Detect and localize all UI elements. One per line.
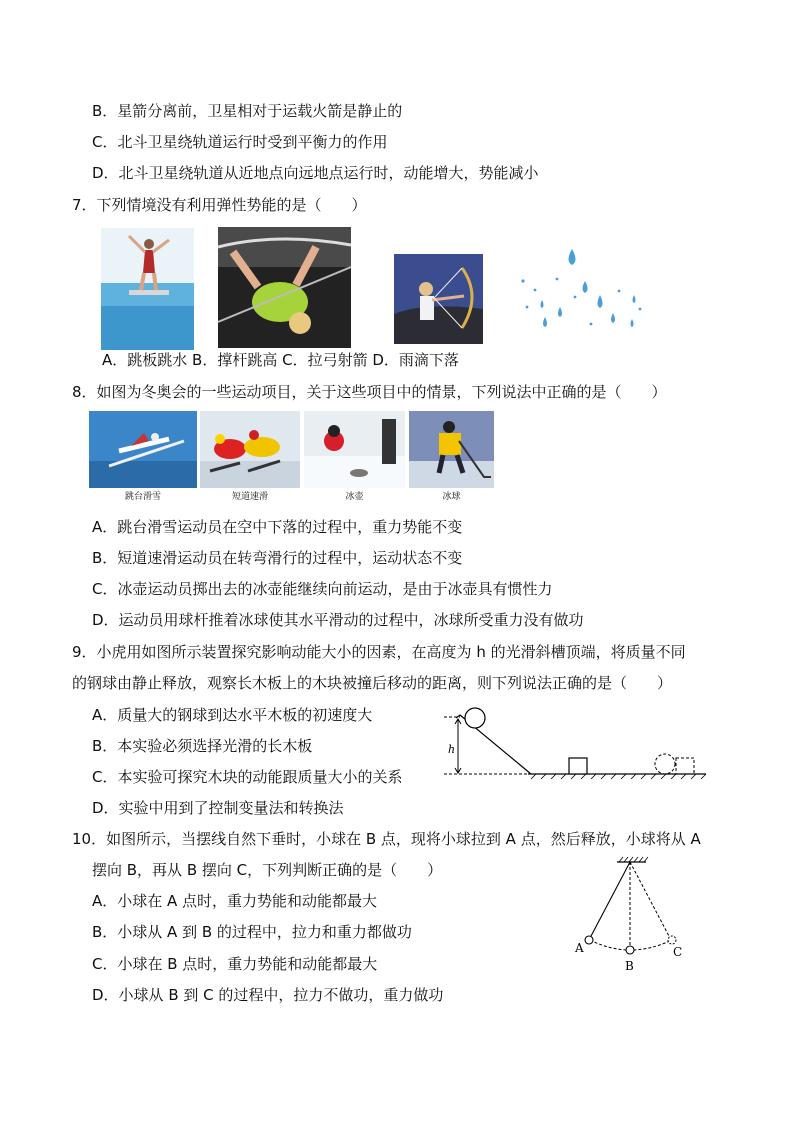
q10-stem-line1: 10．如图所示，当摆线自然下垂时，小球在 B 点，现将小球拉到 A 点，然后释放，小球将从 A (72, 830, 701, 848)
q9-option-a: A．质量大的钢球到达水平木板的初速度大 (92, 706, 373, 724)
q10-option-c: C．小球在 B 点时，重力势能和动能都最大 (92, 955, 378, 973)
q9-option-d: D．实验中用到了控制变量法和转换法 (92, 799, 344, 817)
q9-stem-line2: 的钢球由静止释放，观察长木板上的木块被撞后移动的距离，则下列说法正确的是（ ） (72, 674, 673, 692)
pole-vault-photo (218, 227, 351, 348)
q9-option-c: C．本实验可探究木块的动能跟质量大小的关系 (92, 768, 403, 786)
q9-stem-line1: 9．小虎用如图所示装置探究影响动能大小的因素，在高度为 h 的光滑斜槽顶端，将质量不同 (72, 643, 686, 661)
point-label-b: B (625, 959, 634, 973)
q8-option-a: A．跳台滑雪运动员在空中下落的过程中，重力势能不变 (92, 518, 463, 536)
ice-hockey-photo (409, 411, 494, 488)
q10-option-d: D．小球从 B 到 C 的过程中，拉力不做功，重力做功 (92, 986, 444, 1004)
ski-jump-photo (89, 411, 197, 488)
caption-curling: 冰壶 (345, 492, 364, 502)
diving-board-photo (101, 228, 194, 350)
q10-option-b: B．小球从 A 到 B 的过程中，拉力和重力都做功 (92, 923, 412, 941)
q6-option-d: D．北斗卫星绕轨道从近地点向远地点运行时，动能增大，势能减小 (92, 164, 539, 182)
q10-stem-line2: 摆向 B，再从 B 摆向 C，下列判断正确的是（ ） (92, 861, 443, 879)
archery-photo (394, 254, 483, 344)
q6-option-c: C．北斗卫星绕轨道运行时受到平衡力的作用 (92, 133, 388, 151)
incline-experiment-diagram (436, 700, 716, 790)
raindrops-picture (515, 245, 645, 348)
curling-photo (304, 411, 405, 488)
caption-ski-jump: 跳台滑雪 (124, 492, 161, 502)
q10-option-a: A．小球在 A 点时，重力势能和动能都最大 (92, 892, 378, 910)
q8-option-c: C．冰壶运动员掷出去的冰壶能继续向前运动，是由于冰壶具有惯性力 (92, 580, 553, 598)
q8-option-d: D．运动员用球杆推着冰球使其水平滑动的过程中，冰球所受重力没有做功 (92, 611, 584, 629)
speed-skating-photo (200, 411, 300, 488)
point-label-a: A (575, 941, 584, 955)
q6-option-b: B．星箭分离前，卫星相对于运载火箭是静止的 (92, 102, 403, 120)
q7-options: A．跳板跳水 B．撑杆跳高 C．拉弓射箭 D．雨滴下落 (102, 351, 459, 369)
q7-stem: 7．下列情境没有利用弹性势能的是（ ） (72, 196, 367, 214)
q8-stem: 8．如图为冬奥会的一些运动项目，关于这些项目中的情景，下列说法中正确的是（ ） (72, 383, 667, 401)
height-label-h: h (448, 743, 456, 756)
pendulum-diagram (566, 852, 696, 982)
caption-speed-skating: 短道速滑 (231, 492, 268, 502)
point-label-c: C (673, 945, 683, 959)
q9-option-b: B．本实验必须选择光滑的长木板 (92, 737, 313, 755)
q8-option-b: B．短道速滑运动员在转弯滑行的过程中，运动状态不变 (92, 549, 463, 567)
caption-ice-hockey: 冰球 (442, 492, 461, 502)
